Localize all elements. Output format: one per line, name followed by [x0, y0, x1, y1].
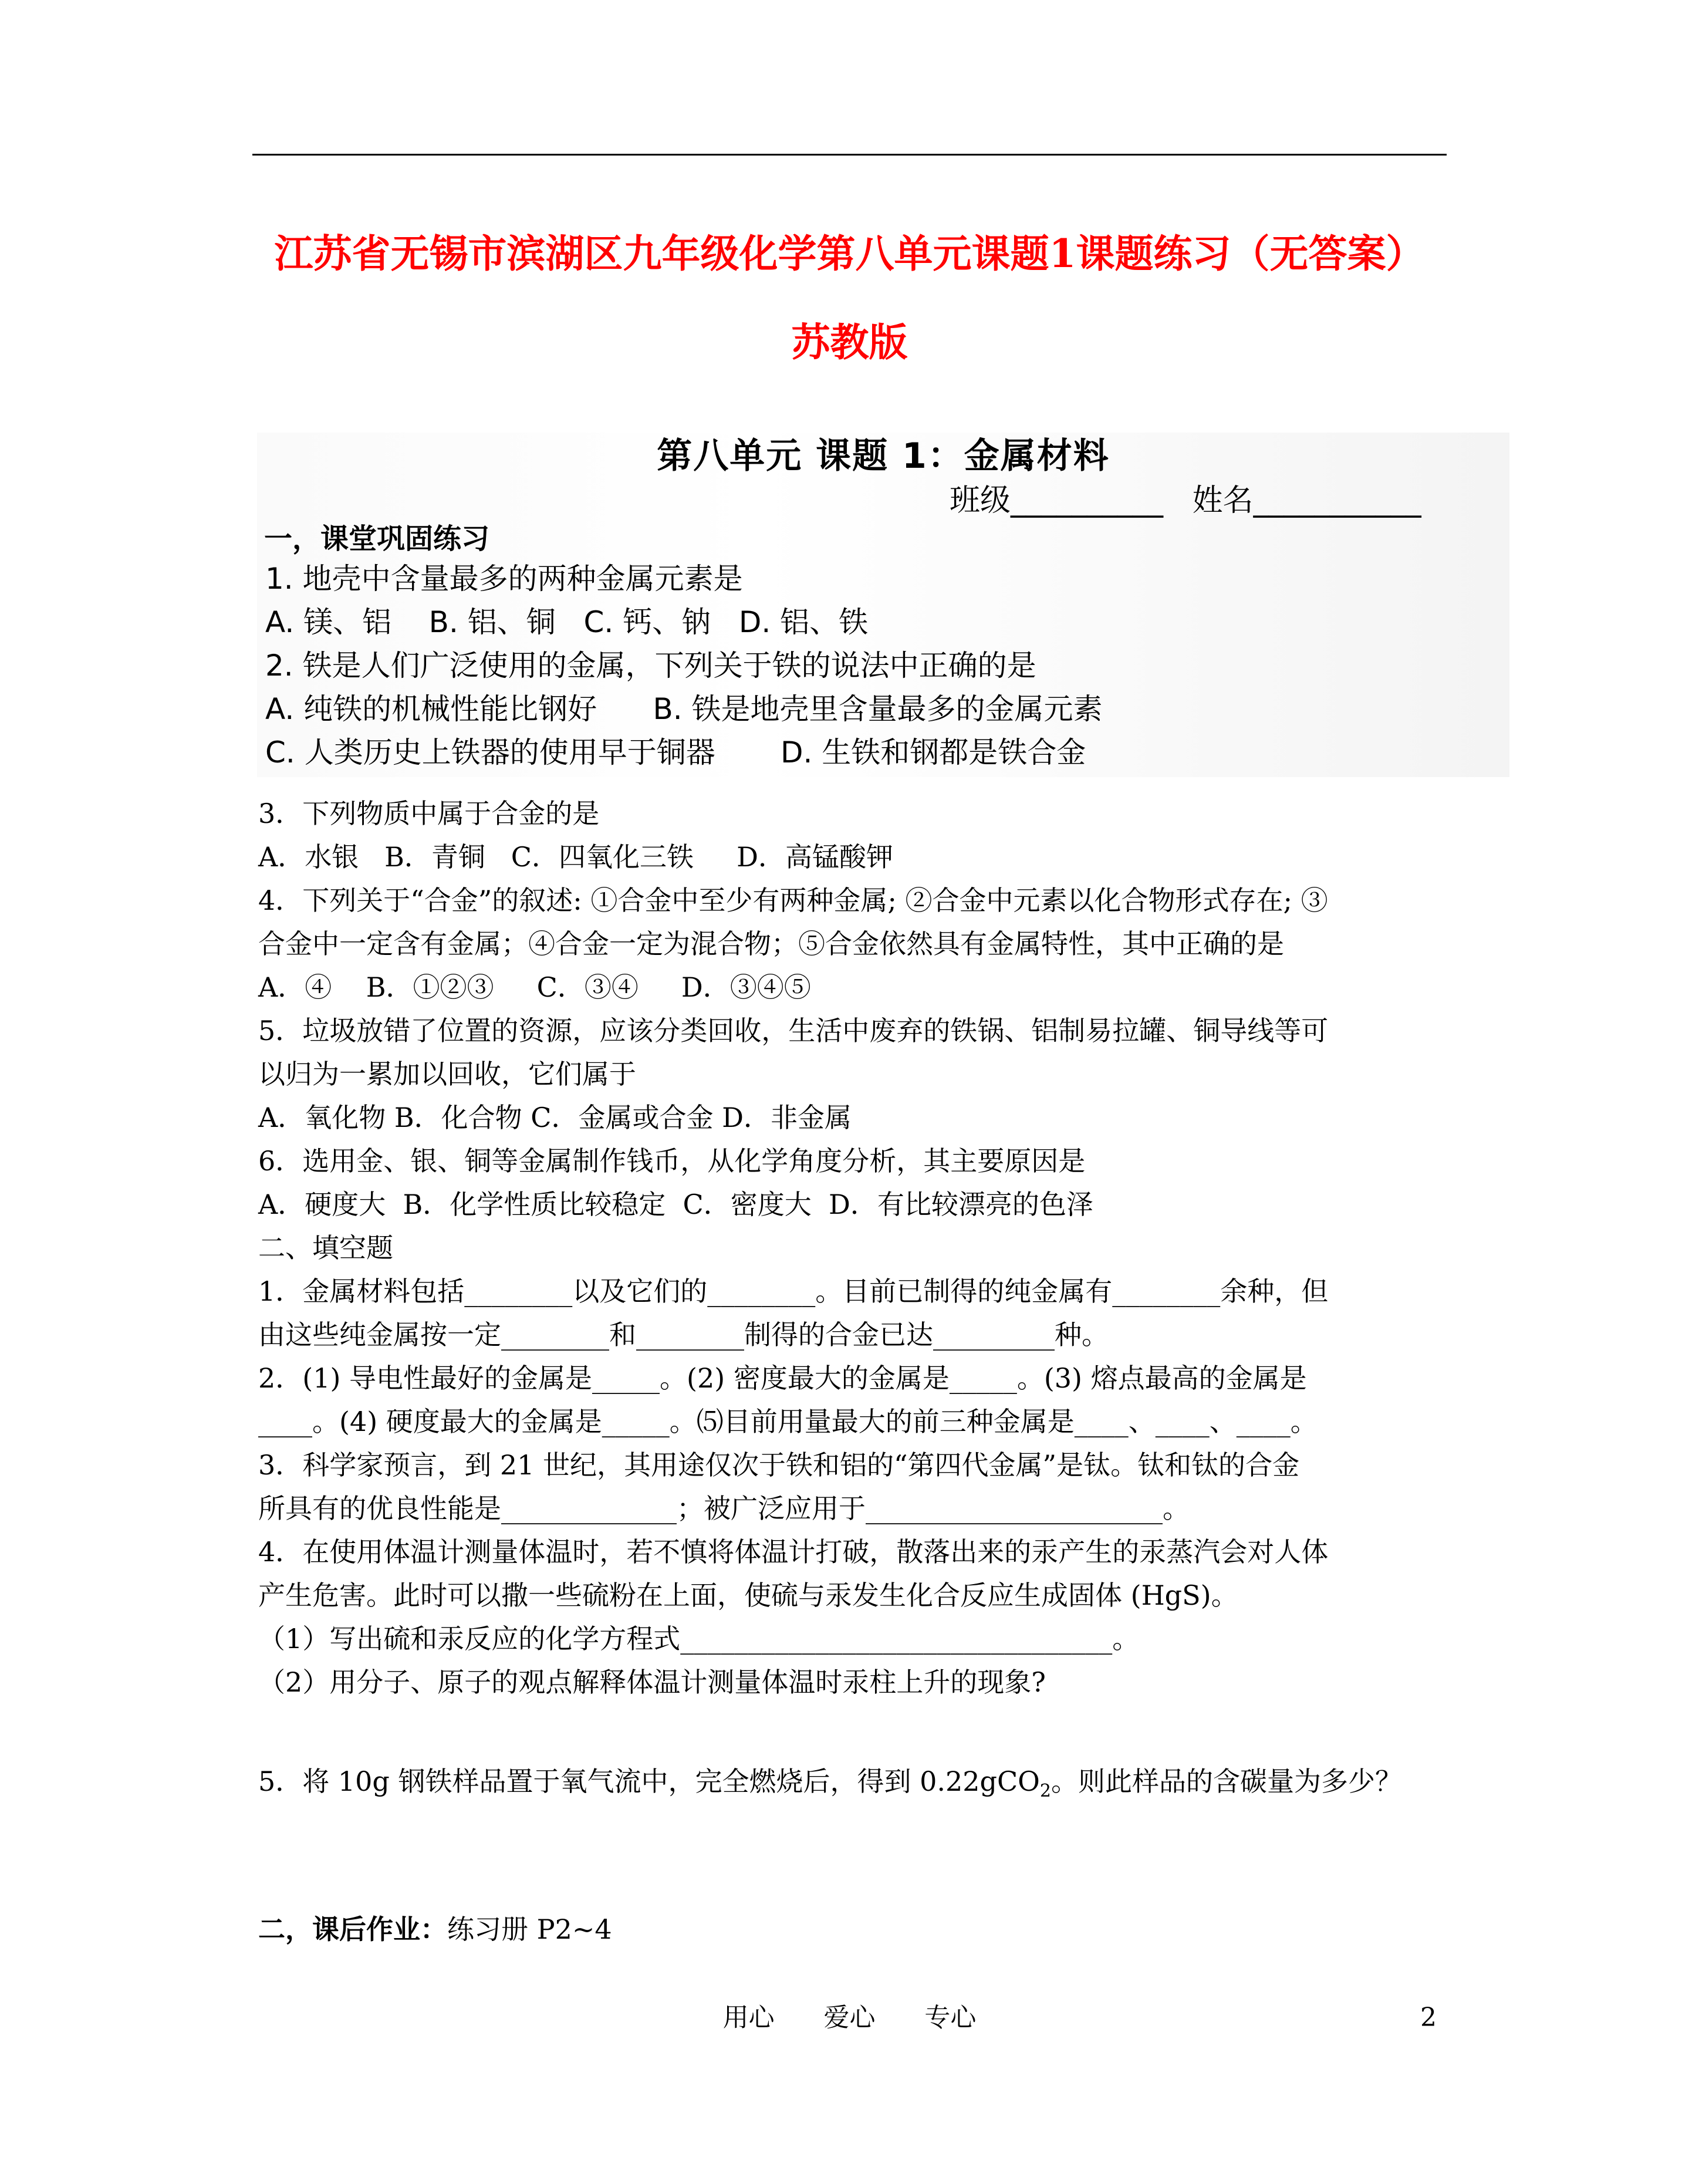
co2-subscript: 2 — [1039, 1781, 1051, 1802]
document-title: 江苏省无锡市滨湖区九年级化学第八单元课题1课题练习（无答案） — [274, 231, 1425, 276]
question-5 — [258, 1760, 1402, 1813]
header-rule — [252, 154, 1447, 156]
text-line: （2）用分子、原子的观点解释体温计测量体温时汞柱上升的现象? — [258, 1666, 1046, 1698]
text-line: 3．科学家预言，到 21 世纪，其用途仅次于铁和铝的“第四代金属”是钛。钛和钛的合金 — [258, 1449, 1300, 1481]
unit-heading: 第八单元 课题 1：金属材料 — [657, 436, 1110, 477]
question-1-options: A. 镁、铝 B. 铝、铜 C. 钙、钠 D. 铝、铁 — [265, 605, 869, 639]
section-classroom-practice: 一，课堂巩固练习 — [264, 522, 490, 555]
question-2-options-ab: A. 纯铁的机械性能比钢好 B. 铁是地壳里含量最多的金属元素 — [265, 692, 1103, 726]
text-line: 所具有的优良性能是_____________；被广泛应用于______________________。 — [258, 1493, 1190, 1524]
text-line: 3．下列物质中属于合金的是 — [258, 798, 600, 829]
text-line: A．氧化物 B．化合物 C．金属或合金 D．非金属 — [258, 1102, 852, 1133]
question-2: 2. 铁是人们广泛使用的金属，下列关于铁的说法中正确的是 — [265, 649, 1036, 683]
question-5-tail: 。则此样品的含碳量为多少？ — [1051, 1766, 1402, 1797]
text-line: 由这些纯金属按一定________和________制得的合金已达_________种。 — [258, 1319, 1109, 1351]
text-line: 4．在使用体温计测量体温时，若不慎将体温计打破，散落出来的汞产生的汞蒸汽会对人体 — [258, 1536, 1329, 1568]
page-number: 2 — [1420, 2003, 1437, 2033]
text-line: A．硬度大 B．化学性质比较稳定 C．密度大 D．有比较漂亮的色泽 — [258, 1189, 1093, 1220]
text-line: A．④ B．①②③ C．③④ D．③④⑤ — [258, 971, 811, 1003]
scanned-exercise-image — [257, 433, 1509, 777]
homework-label: 二，课后作业： — [258, 1913, 447, 1945]
text-line: （1）写出硫和汞反应的化学方程式________________________________。 — [258, 1623, 1140, 1655]
homework-line — [258, 1908, 612, 1951]
question-1: 1. 地壳中含量最多的两种金属元素是 — [265, 562, 743, 596]
class-name-fields: 班级__________ 姓名___________ — [950, 483, 1421, 518]
text-line: 1．金属材料包括________以及它们的________。目前已制得的纯金属有________余种，但 — [258, 1275, 1329, 1307]
text-line: ____。(4) 硬度最大的金属是_____。⑸目前用量最大的前三种金属是____、____、____。 — [258, 1406, 1318, 1437]
text-line: 6．选用金、银、铜等金属制作钱币，从化学角度分析，其主要原因是 — [258, 1145, 1086, 1177]
question-5-text: 5．将 10g 钢铁样品置于氧气流中，完全燃烧后，得到 0.22gCO — [258, 1766, 1040, 1797]
text-line: 合金中一定含有金属；④合金一定为混合物；⑤合金依然具有金属特性，其中正确的是 — [258, 928, 1284, 960]
text-line: A．水银 B．青铜 C．四氧化三铁 D．高锰酸钾 — [258, 841, 893, 873]
text-line: 4．下列关于“合金”的叙述: ①合金中至少有两种金属; ②合金中元素以化合物形式存在; ③ — [258, 885, 1328, 916]
page-footer: 用心 爱心 专心 — [722, 2003, 977, 2033]
homework-text: 练习册 P2~4 — [447, 1913, 612, 1945]
question-2-options-cd: C. 人类历史上铁器的使用早于铜器 D. 生铁和钢都是铁合金 — [265, 735, 1086, 769]
text-line: 5．垃圾放错了位置的资源，应该分类回收，生活中废弃的铁锅、铝制易拉罐、铜导线等可 — [258, 1015, 1329, 1047]
document-subtitle: 苏教版 — [791, 319, 908, 365]
section-heading: 二、填空题 — [258, 1232, 393, 1264]
text-line: 2．(1) 导电性最好的金属是_____。(2) 密度最大的金属是_____。(3) 熔点最高的金属是 — [258, 1362, 1307, 1394]
text-line: 产生危害。此时可以撒一些硫粉在上面，使硫与汞发生化合反应生成固体 (HgS)。 — [258, 1579, 1238, 1611]
text-line: 以归为一累加以回收，它们属于 — [258, 1058, 636, 1090]
